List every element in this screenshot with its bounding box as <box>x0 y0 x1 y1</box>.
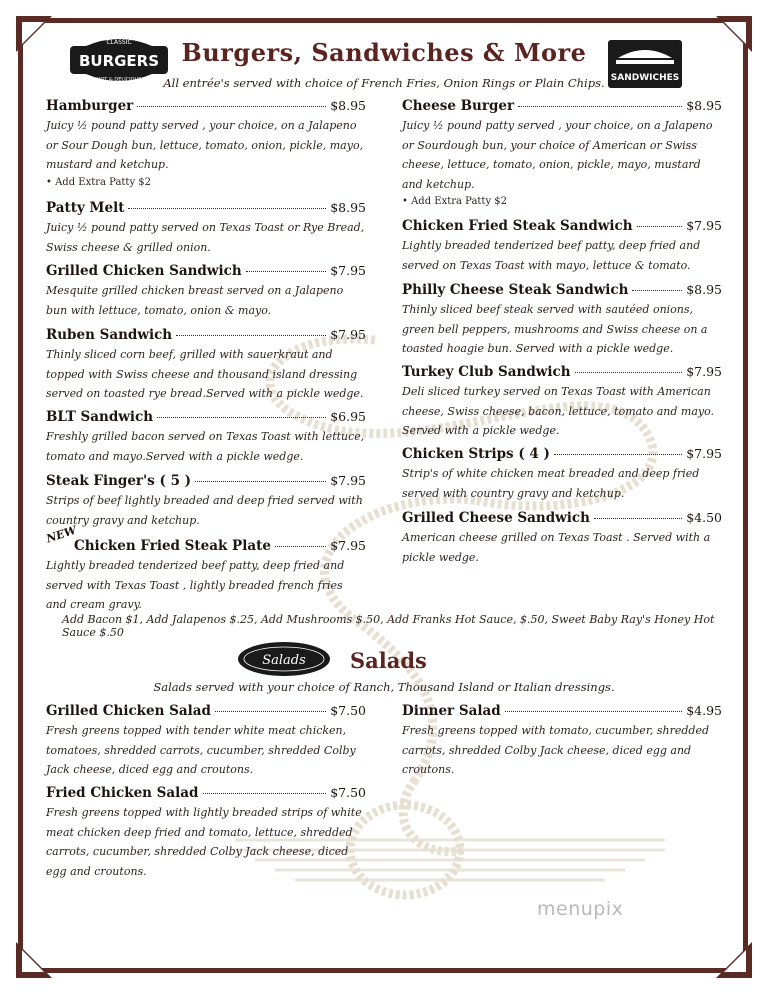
menu-item: Grilled Chicken Sandwich $7.95 Mesquite grilled chicken breast served on a Jalapeno bun with lettuce, tomato, onion & mayo. <box>46 263 366 317</box>
menu-item: Dinner Salad $4.95 Fresh greens topped with tomato, cucumber, shredded carrots, shredded Colby Jack cheese, diced egg and croutons. <box>402 703 722 776</box>
menu-item: Hamburger $8.95 Juicy ½ pound patty served , your choice, on a Jalapeno or Sour Dough bun, lettuce, tomato, onion, pickle, mayo, mustard and ketchup. • Add Extra Patty $2 <box>46 98 366 188</box>
svg-text:Salads: Salads <box>262 653 306 668</box>
new-label: NEW <box>44 523 79 546</box>
menu-item: Chicken Fried Steak Sandwich $7.95 Lightly breaded tenderized beef patty, deep fried and served on Texas Toast with mayo, lettuce & tomato. <box>402 218 722 272</box>
svg-text:CLASSIC: CLASSIC <box>106 39 132 46</box>
menu-item: Cheese Burger $8.95 Juicy ½ pound patty served , your choice, on a Jalapeno or Sourdough bun, your choice of American or Swiss cheese, lettuce, tomato, onion, pickle, mayo, mustard and ketchup. • Add Extra Patty $2 <box>402 98 722 207</box>
menu-item: Fried Chicken Salad $7.50 Fresh greens topped with lightly breaded strips of white meat chicken deep fried and tomato, lettuce, shredded carrots, cucumber, shredded Colby Jack cheese, diced egg and croutons. <box>46 785 366 878</box>
menu-item: Chicken Strips ( 4 ) $7.95 Strip's of white chicken meat breaded and deep fried served with country gravy and ketchup. <box>402 446 722 500</box>
salads-title: Salads <box>350 648 427 673</box>
page-title: Burgers, Sandwiches & More <box>181 38 587 67</box>
svg-text:SANDWICHES: SANDWICHES <box>610 73 680 83</box>
menu-item: BLT Sandwich $6.95 Freshly grilled bacon served on Texas Toast with lettuce, tomato and mayo.Served with a pickle wedge. <box>46 409 366 463</box>
salads-logo <box>236 640 332 678</box>
menu-item: Chicken Fried Steak Plate $7.95 Lightly breaded tenderized beef patty, deep fried and served with Texas Toast , lightly breaded french fries and cream gravy. <box>46 538 366 611</box>
corner-ornament-icon <box>14 940 54 980</box>
menu-item: Turkey Club Sandwich $7.95 Deli sliced turkey served on Texas Toast with American cheese, Swiss cheese, bacon, lettuce, tomato and mayo. Served with a pickle wedge. <box>402 364 722 437</box>
menu-item: Grilled Chicken Salad $7.50 Fresh greens topped with tender white meat chicken, tomatoes, shredded carrots, cucumber, shredded Colby Jack cheese, diced egg and croutons. <box>46 703 366 776</box>
menu-item: Ruben Sandwich $7.95 Thinly sliced corn beef, grilled with sauerkraut and topped with Swiss cheese and thousand island dressing served on toasted rye bread.Served with a pickle wedge. <box>46 327 366 400</box>
page-subtitle: All entrée's served with choice of French Fries, Onion Rings or Plain Chips. <box>163 76 605 90</box>
svg-text:HOT & DELICIOUS: HOT & DELICIOUS <box>96 77 142 83</box>
menu-item: Patty Melt $8.95 Juicy ½ pound patty served on Texas Toast or Rye Bread, Swiss cheese & grilled onion. <box>46 200 366 254</box>
salads-subtitle: Salads served with your choice of Ranch, Thousand Island or Italian dressings. <box>153 680 615 694</box>
menu-item: Grilled Cheese Sandwich $4.50 American cheese grilled on Texas Toast . Served with a pickle wedge. <box>402 510 722 564</box>
menu-item: Philly Cheese Steak Sandwich $8.95 Thinly sliced beef steak served with sautéed onions, green bell peppers, mushrooms and Swiss cheese on a toasted hoagie bun. Served with a pickle wedge. <box>402 282 722 355</box>
corner-ornament-icon <box>714 940 754 980</box>
addons-line: Add Bacon $1, Add Jalapenos $.25, Add Mushrooms $.50, Add Franks Hot Sauce, $.50, Sweet Baby Ray's Honey Hot Sauce $.50 <box>62 613 715 639</box>
watermark: menupix <box>537 898 624 920</box>
menu-item: Steak Finger's ( 5 ) $7.95 Strips of beef lightly breaded and deep fried served with country gravy and ketchup. <box>46 473 366 527</box>
svg-text:BURGERS: BURGERS <box>78 52 160 70</box>
